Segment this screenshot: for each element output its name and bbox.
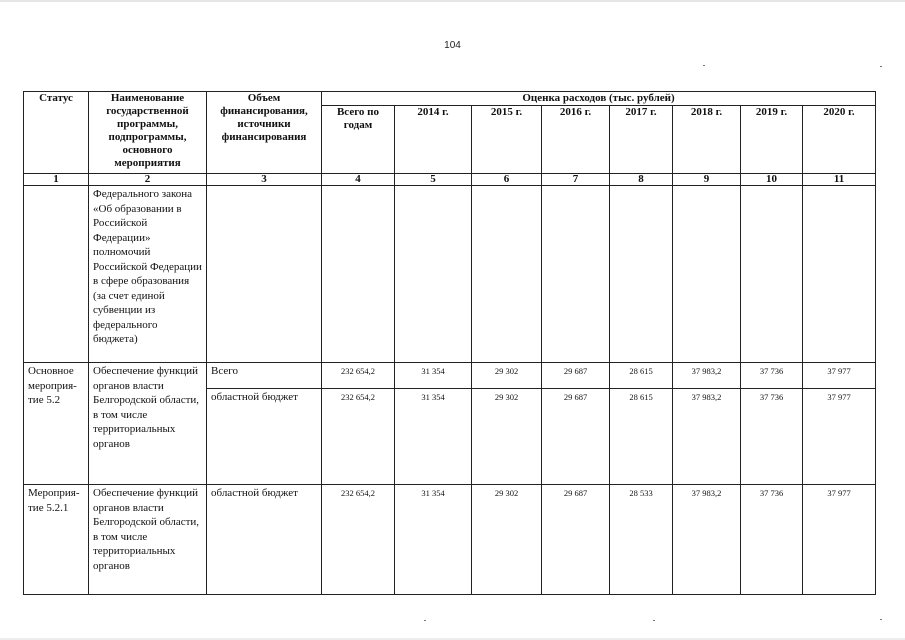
value-total: 232 654,2 — [322, 485, 395, 595]
column-number: 8 — [610, 174, 673, 186]
column-number: 1 — [24, 174, 89, 186]
value-cell: 29 687 — [542, 485, 610, 595]
value-cell: 37 983,2 — [673, 389, 741, 485]
page-number: 104 — [444, 40, 461, 51]
column-number: 5 — [395, 174, 472, 186]
value-total: 232 654,2 — [322, 389, 395, 485]
header-total-years: Всего по годам — [322, 106, 395, 174]
value-cell: 28 615 — [610, 389, 673, 485]
column-number: 7 — [542, 174, 610, 186]
header-year: 2018 г. — [673, 106, 741, 174]
header-year: 2017 г. — [610, 106, 673, 174]
value-cell: 37 977 — [803, 363, 876, 389]
scan-speck — [424, 620, 426, 621]
value-cell: 37 736 — [741, 363, 803, 389]
column-number: 2 — [89, 174, 207, 186]
row-source: Всего — [207, 363, 322, 389]
row-source: областной бюджет — [207, 389, 322, 485]
header-year: 2015 г. — [472, 106, 542, 174]
header-year: 2014 г. — [395, 106, 472, 174]
row-status: Мероприя-тие 5.2.1 — [24, 485, 89, 595]
row-status: Основное мероприя-тие 5.2 — [24, 363, 89, 485]
value-cell: 29 302 — [472, 485, 542, 595]
header-financing: Объем финансирования, источники финансирования — [207, 92, 322, 174]
value-cell: 37 983,2 — [673, 485, 741, 595]
header-status: Статус — [24, 92, 89, 174]
value-cell: 29 687 — [542, 389, 610, 485]
header-year: 2019 г. — [741, 106, 803, 174]
value-total: 232 654,2 — [322, 363, 395, 389]
budget-table — [23, 91, 876, 595]
row-source: областной бюджет — [207, 485, 322, 595]
row-name: Обеспечение функций органов власти Белгородской области, в том числе территориальных органов — [89, 485, 207, 595]
column-number: 6 — [472, 174, 542, 186]
column-number: 4 — [322, 174, 395, 186]
continuation-text: Федерального закона «Об образовании в Российской Федерации» полномочий Российской Федерации в сфере образования (за счет единой субвенции из федерального бюджета) — [89, 186, 207, 363]
column-number: 3 — [207, 174, 322, 186]
table-row-continuation — [24, 186, 876, 363]
column-number: 10 — [741, 174, 803, 186]
value-cell: 29 302 — [472, 389, 542, 485]
column-number: 9 — [673, 174, 741, 186]
header-year: 2016 г. — [542, 106, 610, 174]
scan-speck — [703, 65, 705, 66]
value-cell: 29 302 — [472, 363, 542, 389]
scan-speck — [880, 619, 882, 620]
value-cell: 37 736 — [741, 485, 803, 595]
value-cell: 37 977 — [803, 389, 876, 485]
table-row — [24, 485, 876, 595]
scan-top-edge — [0, 0, 905, 2]
header-year: 2020 г. — [803, 106, 876, 174]
value-cell: 31 354 — [395, 485, 472, 595]
header-name: Наименование государственной программы, подпрограммы, основного мероприятия — [89, 92, 207, 174]
table-row — [24, 363, 876, 389]
column-number: 11 — [803, 174, 876, 186]
value-cell: 37 977 — [803, 485, 876, 595]
value-cell: 37 736 — [741, 389, 803, 485]
scan-speck — [880, 66, 882, 67]
column-number-row — [24, 174, 876, 186]
scan-speck — [653, 620, 655, 621]
value-cell: 28 533 — [610, 485, 673, 595]
value-cell: 28 615 — [610, 363, 673, 389]
value-cell: 37 983,2 — [673, 363, 741, 389]
header-cost-estimate: Оценка расходов (тыс. рублей) — [322, 92, 876, 106]
row-name: Обеспечение функций органов власти Белгородской области, в том числе территориальных органов — [89, 363, 207, 485]
value-cell: 29 687 — [542, 363, 610, 389]
value-cell: 31 354 — [395, 389, 472, 485]
value-cell: 31 354 — [395, 363, 472, 389]
